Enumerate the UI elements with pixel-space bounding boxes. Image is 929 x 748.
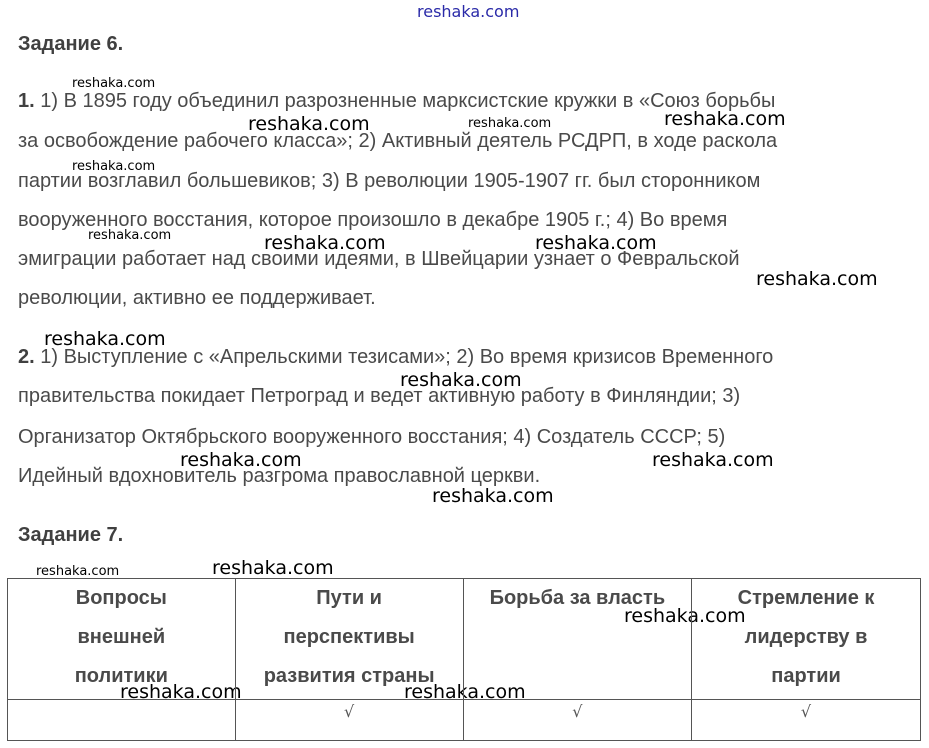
task7-table: [7, 578, 921, 741]
checkmark: √: [344, 702, 355, 721]
watermark: reshaka.com: [400, 369, 522, 391]
table-header-cell: Вопросы внешней политики: [8, 579, 236, 700]
watermark: reshaka.com: [432, 485, 554, 507]
watermark: reshaka.com: [180, 449, 302, 471]
table-cell: [235, 700, 463, 741]
paragraph-line: революции, активно ее поддерживает.: [18, 287, 376, 309]
paragraph-line: Идейный вдохновитель разгрома православной церкви.: [18, 465, 541, 487]
watermark: reshaka.com: [624, 605, 746, 627]
watermark: reshaka.com: [88, 228, 172, 243]
table-header-row: [8, 579, 921, 700]
paragraph-line: за освобождение рабочего класса»; 2) Активный деятель РСДРП, в ходе раскола: [18, 130, 778, 152]
watermark: reshaka.com: [652, 449, 774, 471]
watermark-top: reshaka.com: [417, 2, 520, 21]
watermark: reshaka.com: [664, 108, 786, 130]
paragraph-line: 2. 1) Выступление с «Апрельскими тезисами»; 2) Во время кризисов Временного: [18, 346, 774, 368]
watermark: reshaka.com: [120, 681, 242, 703]
table-cell: [463, 700, 691, 741]
watermark: reshaka.com: [72, 76, 156, 91]
checkmark: √: [800, 702, 812, 721]
paragraph-line: эмиграции работает над своими идеями, в Швейцарии узнает о Февральской: [18, 248, 740, 270]
table-cell: [692, 700, 921, 741]
watermark: reshaka.com: [72, 159, 156, 174]
watermark: reshaka.com: [248, 113, 370, 135]
checkmark: √: [572, 702, 583, 721]
paragraph-line: партии возглавил большевиков; 3) В революции 1905-1907 гг. был сторонником: [18, 170, 761, 192]
watermark: reshaka.com: [212, 557, 334, 579]
table-header-cell: Пути и перспективы развития страны: [235, 579, 463, 700]
watermark: reshaka.com: [44, 328, 166, 350]
watermark: reshaka.com: [404, 681, 526, 703]
table-header-cell: Борьба за власть: [463, 579, 691, 700]
paragraph-line: вооруженного восстания, которое произошло в декабре 1905 г.; 4) Во время: [18, 209, 728, 231]
watermark: reshaka.com: [756, 268, 878, 290]
paragraph-line: 1. 1) В 1895 году объединил разрозненные марксистские кружки в «Союз борьбы: [18, 90, 776, 112]
table-cell: [8, 700, 236, 741]
watermark: reshaka.com: [468, 116, 552, 131]
item-number: 1.: [18, 90, 35, 112]
table-row: [8, 700, 921, 741]
table-header-cell: Стремление к лидерству в партии: [692, 579, 921, 700]
task7-heading: Задание 7.: [18, 524, 124, 546]
paragraph-line: Организатор Октябрьского вооруженного восстания; 4) Создатель СССР; 5): [18, 426, 726, 448]
watermark: reshaka.com: [264, 232, 386, 254]
paragraph-line: правительства покидает Петроград и ведет активную работу в Финляндии; 3): [18, 385, 741, 407]
item-number: 2.: [18, 346, 35, 368]
watermark: reshaka.com: [36, 564, 120, 579]
task6-heading: Задание 6.: [18, 33, 124, 55]
watermark: reshaka.com: [535, 232, 657, 254]
